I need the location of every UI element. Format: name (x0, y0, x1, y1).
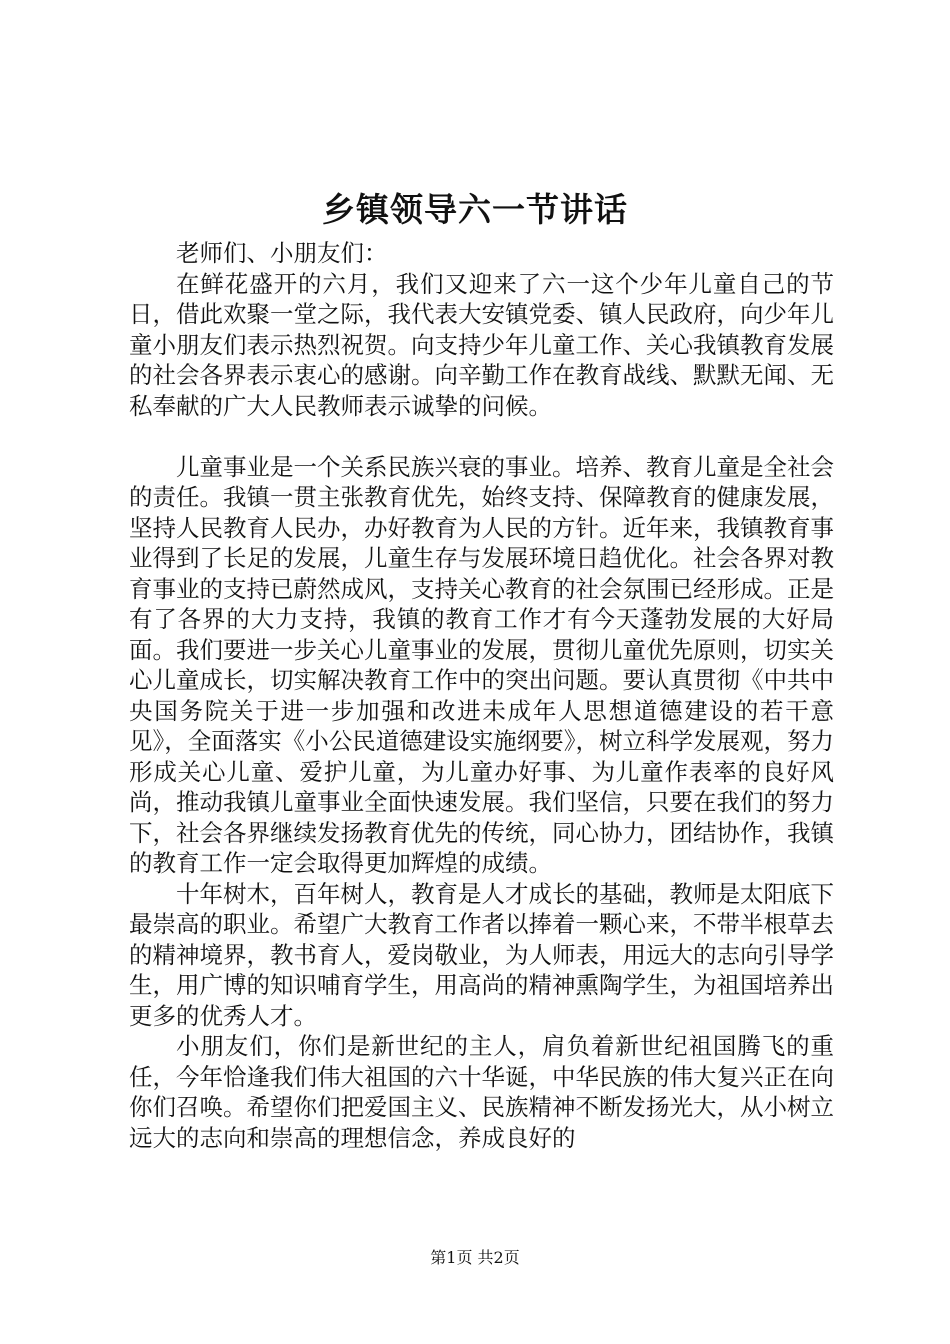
salutation: 老师们、小朋友们： (176, 239, 388, 267)
paragraph-teachers: 十年树木，百年树人，教育是人才成长的基础，教师是太阳底下最崇高的职业。希望广大教育工作者以捧着一颗心来，不带半根草去的精神境界，教书育人，爱岗敬业，为人师表，用远大的志向引导学生，用广博的知识哺育学生，用高尚的精神熏陶学生，为祖国培养出更多的优秀人才。 (129, 879, 834, 1030)
paragraph-greeting: 在鲜花盛开的六月，我们又迎来了六一这个少年儿童自己的节日，借此欢聚一堂之际，我代表大安镇党委、镇人民政府，向少年儿童小朋友们表示热烈祝贺。向支持少年儿童工作、关心我镇教育发展的社会各界表示衷心的感谢。向辛勤工作在教育战线、默默无闻、无私奉献的广大人民教师表示诚挚的问候。 (129, 269, 834, 420)
page-title: 乡镇领导六一节讲话 (322, 190, 628, 229)
page-number-footer: 第1页 共2页 (430, 1248, 520, 1267)
paragraph-children: 小朋友们，你们是新世纪的主人，肩负着新世纪祖国腾飞的重任，今年恰逢我们伟大祖国的六十华诞，中华民族的伟大复兴正在向你们召唤。希望你们把爱国主义、民族精神不断发扬光大，从小树立远大的志向和崇高的理想信念，养成良好的 (129, 1032, 834, 1152)
paragraph-children-cause: 儿童事业是一个关系民族兴衰的事业。培养、教育儿童是全社会的责任。我镇一贯主张教育优先，始终支持、保障教育的健康发展，坚持人民教育人民办，办好教育为人民的方针。近年来，我镇教育事业得到了长足的发展，儿童生存与发展环境日趋优化。社会各界对教育事业的支持已蔚然成风，支持关心教育的社会氛围已经形成。正是有了各界的大力支持，我镇的教育工作才有今天蓬勃发展的大好局面。我们要进一步关心儿童事业的发展，贯彻儿童优先原则，切实关心儿童成长，切实解决教育工作中的突出问题。要认真贯彻《中共中央国务院关于进一步加强和改进未成年人思想道德建设的若干意见》，全面落实《小公民道德建设实施纲要》，树立科学发展观，努力形成关心儿童、爱护儿童，为儿童办好事、为儿童作表率的良好风尚，推动我镇儿童事业全面快速发展。我们坚信，只要在我们的努力下，社会各界继续发扬教育优先的传统，同心协力，团结协作，我镇的教育工作一定会取得更加辉煌的成绩。 (129, 452, 834, 877)
document-body (129, 238, 834, 1153)
